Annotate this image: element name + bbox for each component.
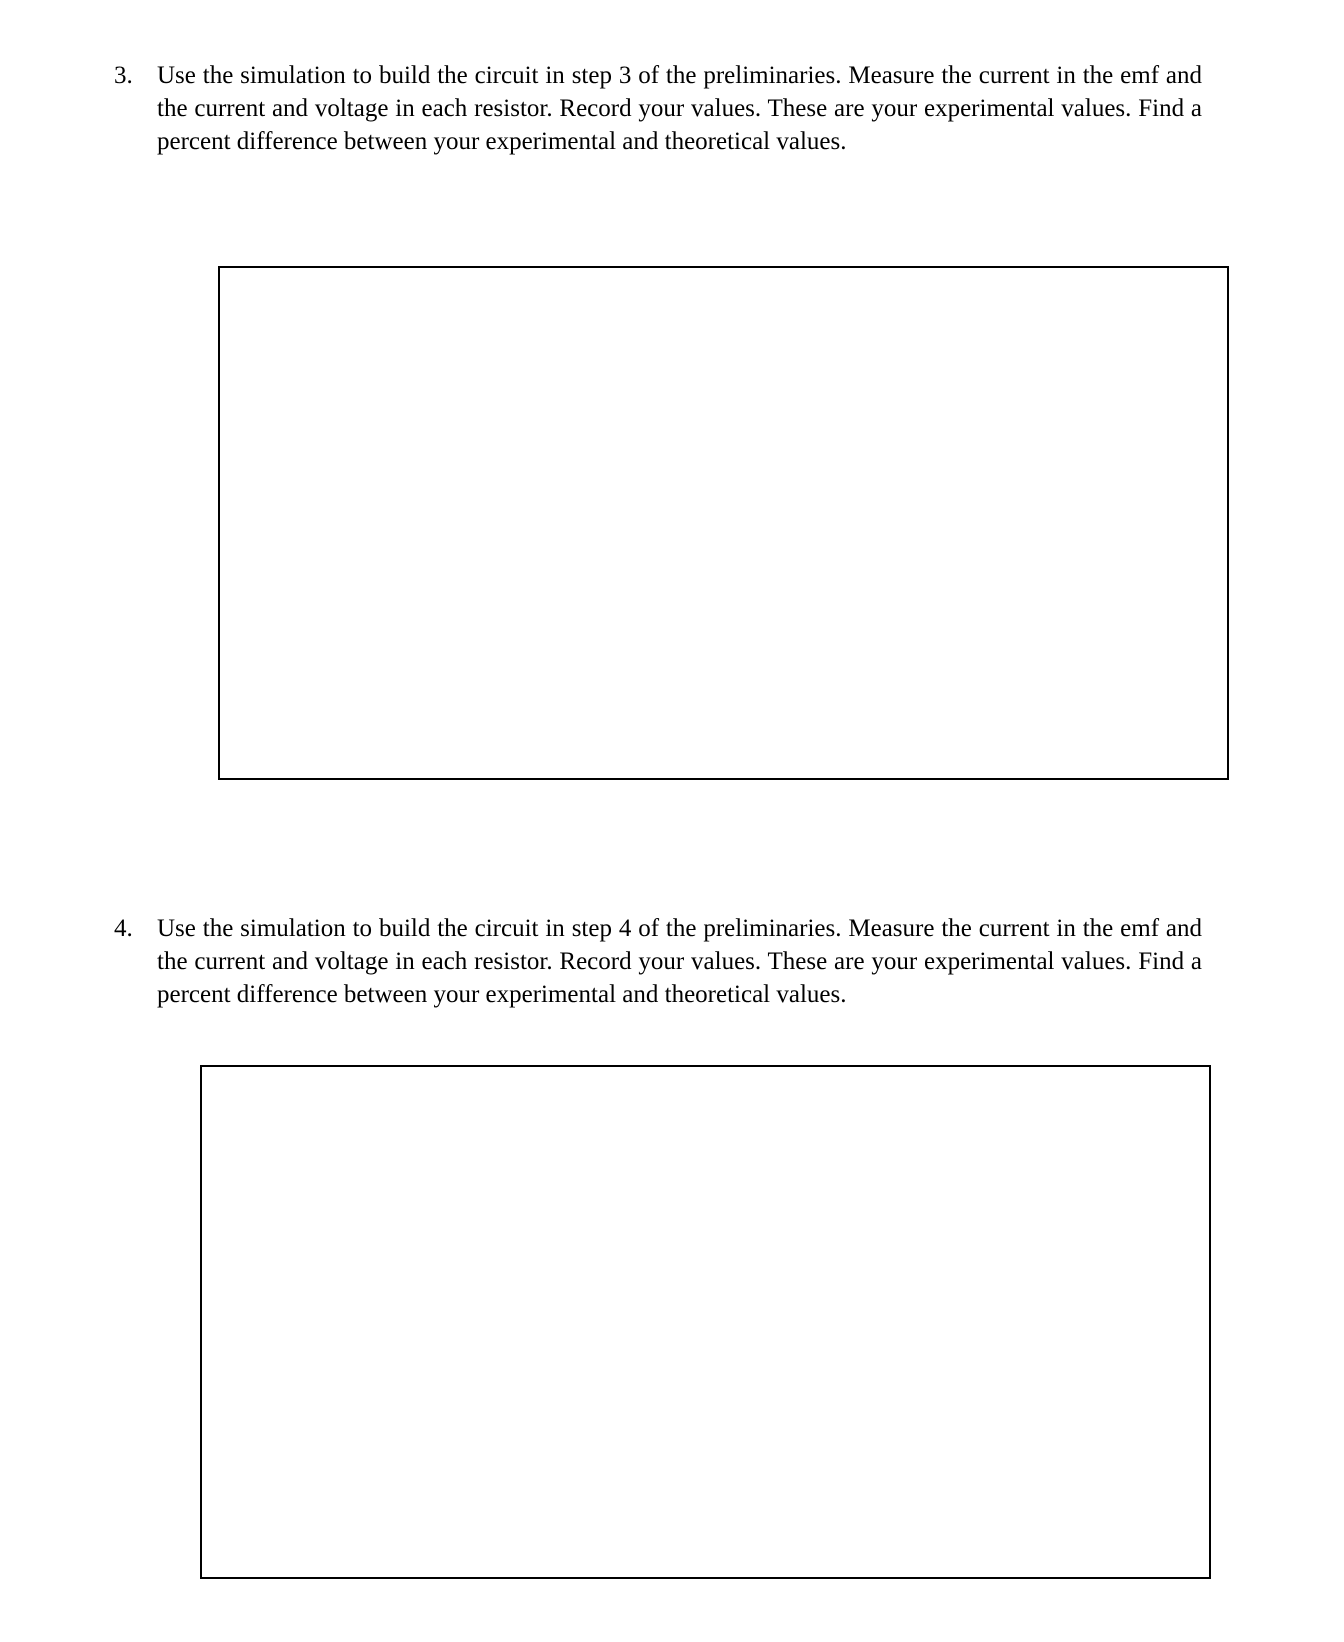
- question-number: 4.: [114, 915, 133, 942]
- question-text: Use the simulation to build the circuit in step 3 of the preliminaries. Measure the current in the emf and the current and voltage in each resistor. Record your values. These are your experimental values. Find a percent difference between your experimental and theoretical values.: [157, 62, 1202, 155]
- question-text: Use the simulation to build the circuit in step 4 of the preliminaries. Measure the current in the emf and the current and voltage in each resistor. Record your values. These are your experimental values. Find a percent difference between your experimental and theoretical values.: [157, 915, 1202, 1008]
- question-4: [114, 912, 1202, 1011]
- question-number: 3.: [114, 62, 133, 89]
- answer-box-question-4[interactable]: [200, 1065, 1211, 1579]
- answer-box-question-3[interactable]: [218, 266, 1229, 780]
- question-3: [114, 59, 1202, 158]
